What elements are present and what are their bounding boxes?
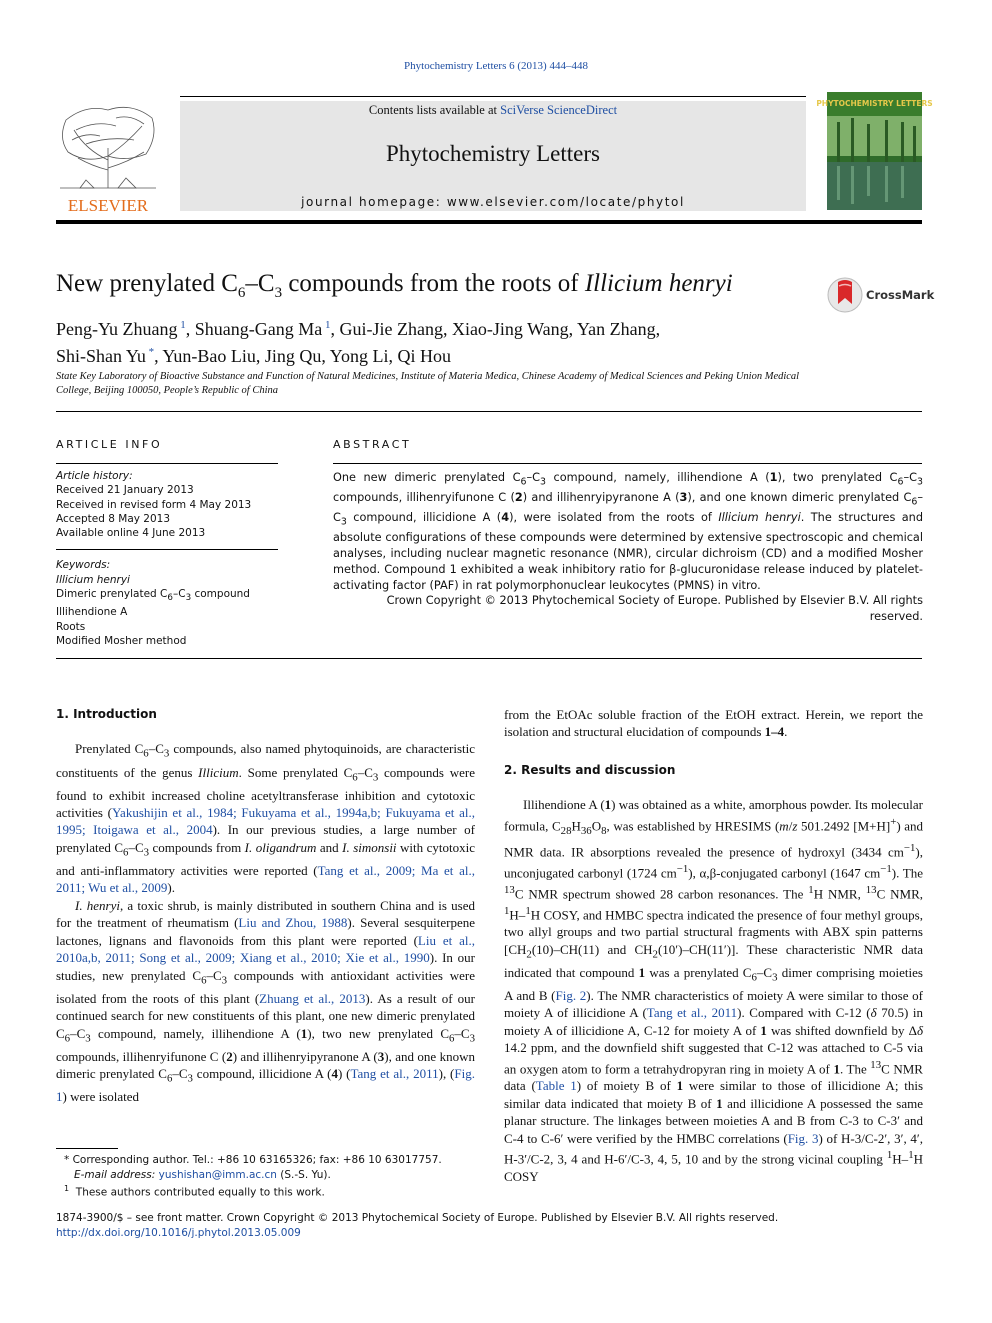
author-name: , Gui-Jie Zhang, Xiao-Jing Wang, Yan Zhang, bbox=[330, 319, 661, 339]
author-name: Peng-Yu Zhuang bbox=[56, 319, 178, 339]
article-info-body bbox=[56, 469, 278, 648]
author-line-1 bbox=[56, 314, 816, 341]
keyword-item: Illicium henryi bbox=[56, 573, 130, 586]
keyword-item: Illihendione A bbox=[56, 606, 128, 619]
crossmark-badge[interactable] bbox=[826, 276, 935, 314]
journal-title: Phytochemistry Letters bbox=[386, 141, 600, 166]
keywords-rule bbox=[56, 549, 278, 550]
crossmark-icon bbox=[826, 276, 864, 314]
contents-availability: Contents lists available at SciVerse ScienceDirect bbox=[368, 103, 618, 117]
author-email-link[interactable]: yushishan@imm.ac.cn bbox=[158, 1168, 277, 1181]
keyword-item: Roots bbox=[56, 620, 86, 633]
history-label: Article history: bbox=[56, 470, 133, 482]
results-paragraph-1: Illihendione A (1) was obtained as a white, amorphous powder. Its molecular formula, $C_{28}H_{36}O_8$, was established by HRESIMS (m/z 501.2492 [M+H]+) and NMR data. IR absorptions revealed the presence of hydroxyl (3434 $cm^{-1}$), unconjugated carbonyl (1724 $cm^{-1}$), α,β-conjugated carbonyl (1647 $cm^{-1}$). The $^{13}$C NMR spectrum showed 28 carbon resonances. The $^1$H NMR, $^{13}$C NMR, $^1$H–$^1$H COSY, and HMBC spectra indicated the presence of four methyl groups, two allyl groups and two partial structural fragments with ABX spin patterns [$CH_2(10)-CH(11)$ and $CH_2(10')-CH(11')$]. These characteristic NMR data indicated that compound 1 was a prenylated $C_6-C_3$ dimer comprising moieties A and B (Fig. 2). The NMR characteristics of moiety A were similar to those of moiety A of illicidione A (Tang et al., 2011). Compared with C-12 (δ 70.5) in moiety A of illicidione A, C-12 for moiety A of 1 was shifted downfield by Δδ 14.2 ppm, and the downfield shift suggested that C-12 was attached to C-5 via an oxygen atom to form a tetrahydropyran ring in moiety A of 1. The $^{13}$C NMR data (Table 1) of moiety B of 1 were similar to those of illicidione A; this similar data indicated that moiety B of 1 and illicidione A possessed the same planar structure. The linkages between moieties A and B from C-3 to C-3′ and C-4 to C-6′ were verified by the HMBC correlations (Fig. 3) of H-3/C-2′, 3′, 4′, H-3′/C-2, 3, 4 and H-6′/C-3, 4, 5, 10 and by the strong vicinal coupling $^1$H–$^1$H COSY bbox=[504, 797, 924, 1185]
body-column-right bbox=[504, 706, 923, 1186]
abstract-heading: ABSTRACT bbox=[333, 438, 412, 451]
footnote-rule bbox=[56, 1148, 118, 1149]
keyword-item: Dimeric prenylated $C_6-C_3$ compound bbox=[56, 588, 250, 604]
intro-paragraph-2-continued: from the EtOAc soluble fraction of the EtOH extract. Herein, we report the isolation and structural elucidation of compounds 1–4. bbox=[504, 707, 923, 740]
author-footnote-marker[interactable]: 1 bbox=[322, 319, 331, 331]
issn-copyright: 1874-3900/$ – see front matter. Crown Copyright © 2013 Phytochemical Society of Europe. Published by Elsevier B.V. All rights reserved. bbox=[56, 1212, 779, 1224]
author-line-2 bbox=[56, 341, 816, 368]
footnote-corresponding: * Corresponding author. Tel.: +86 10 63165326; fax: +86 10 63017757. bbox=[64, 1154, 442, 1166]
article-title: New prenylated $C_6-C_3$ compounds from the roots of Illicium henryi bbox=[56, 270, 733, 301]
journal-citation[interactable]: Phytochemistry Letters 6 (2013) 444–448 bbox=[404, 60, 588, 72]
abstract-body bbox=[333, 470, 923, 625]
keyword-item: Modified Mosher method bbox=[56, 635, 187, 648]
abstract-text: One new dimeric prenylated $C_6-C_3$ compound, namely, illihendione A (1), two prenylated $C_6-C_3$ compounds, illihenryifunone C (2) and illihenryipyranone A (3), and one known dimeric prenylated $C_6-C_3$ compound, illicidione A (4), were isolated from the roots of Illicium henryi. The structures and absolute configurations of these compounds were determined by extensive spectroscopic and chemical analyses, including nuclear magnetic resonance (NMR), circular dichroism (CD) and a modified Mosher method. Compound 1 exhibited a weak inhibitory ratio for β-glucuronidase release induced by platelet-activating factor (PAF) in rat polymorphonuclear leukocytes (PMNS) in vitro. bbox=[333, 471, 924, 592]
author-footnote-marker[interactable]: 1 bbox=[177, 319, 186, 331]
footnote-equal-contribution: $^1$ These authors contributed equally to this work. bbox=[64, 1184, 325, 1199]
footnote-email: E-mail address: yushishan@imm.ac.cn (S.-S. Yu). bbox=[74, 1168, 331, 1181]
abstract-rule bbox=[333, 463, 922, 464]
section-heading-results: 2. Results and discussion bbox=[504, 762, 676, 777]
abstract-copyright: Crown Copyright © 2013 Phytochemical Society of Europe. Published by Elsevier B.V. All rights reserved. bbox=[386, 594, 923, 624]
footnotes bbox=[56, 1153, 476, 1200]
intro-paragraph-2: I. henryi, a toxic shrub, is mainly distributed in southern China and is used for the treatment of rheumatism (Liu and Zhou, 1988). Several sesquiterpene lactones, lignans and flavonoids from this plant were reported (Liu et al., 2010a,b, 2011; Song et al., 2009; Xiang et al., 2010; Xie et al., 1990). In our studies, new prenylated $C_6-C_3$ compounds with antioxidant activities were isolated from the roots of this plant (Zhuang et al., 2013). As a result of our continued search for new constituents of this plant, one new dimeric prenylated $C_6-C_3$ compound, namely, illihendione A (1), two new prenylated $C_6-C_3$ compounds, illihenryifunone C (2) and illihenryipyranone A (3), and one known dimeric prenylated $C_6-C_3$ compound, illicidione A (4) (Tang et al., 2011), (Fig. 1) were isolated bbox=[56, 897, 476, 1105]
header-top-rule bbox=[180, 96, 806, 97]
section-heading-introduction: 1. Introduction bbox=[56, 707, 157, 721]
svg-text:ELSEVIER: ELSEVIER bbox=[67, 196, 149, 215]
journal-header-box bbox=[180, 101, 806, 211]
header-bottom-rule bbox=[56, 220, 922, 224]
author-name: , Shuang-Gang Ma bbox=[185, 319, 323, 339]
elsevier-tree-logo bbox=[56, 100, 160, 216]
author-name: Shi-Shan Yu bbox=[56, 346, 146, 366]
svg-text:PHYTOCHEMISTRY LETTERS: PHYTOCHEMISTRY LETTERS bbox=[816, 99, 933, 108]
author-name: , Yun-Bao Liu, Jing Qu, Yong Li, Qi Hou bbox=[154, 346, 451, 366]
intro-paragraph-1: Prenylated $C_6-C_3$ compounds, also named phytoquinoids, are characteristic constituents of the genus Illicium. Some prenylated $C_6-C_3$ compounds were found to exhibit increased choline acetyltransferase inhibition and cytotoxic activities (Yakushijin et al., 1984; Fukuyama et al., 1994a,b; Fukuyama et al., 1995; Itoigawa et al., 2004). In our previous studies, a large number of prenylated $C_6-C_3$ compounds from I. oligandrum and I. simonsii with cytotoxic and anti-inflammatory activities were reported (Tang et al., 2009; Ma et al., 2011; Wu et al., 2009). bbox=[56, 741, 476, 896]
page-footer bbox=[56, 1211, 926, 1241]
front-matter-divider bbox=[56, 658, 922, 659]
journal-cover-image bbox=[816, 92, 933, 210]
doi-link[interactable]: http://dx.doi.org/10.1016/j.phytol.2013.05.009 bbox=[56, 1227, 301, 1239]
affiliation-divider bbox=[56, 411, 922, 412]
history-revised: Received in revised form 4 May 2013 bbox=[56, 498, 252, 511]
article-info-rule bbox=[56, 463, 278, 464]
author-footnote-marker[interactable]: * bbox=[145, 346, 155, 358]
body-column-left bbox=[56, 706, 475, 1106]
history-accepted: Accepted 8 May 2013 bbox=[56, 512, 171, 525]
sciencedirect-link[interactable]: SciVerse ScienceDirect bbox=[500, 103, 618, 117]
article-info-heading: ARTICLE INFO bbox=[56, 438, 163, 451]
author-list bbox=[56, 314, 816, 368]
keywords-label: Keywords: bbox=[56, 559, 111, 572]
affiliation: State Key Laboratory of Bioactive Substance and Function of Natural Medicines, Institute of Materia Medica, Chinese Academy of Medical Sciences and Peking Union Medical College, Beijing 100050, People’s Republic of China bbox=[56, 371, 800, 396]
crossmark-label: CrossMark bbox=[866, 288, 935, 302]
history-received: Received 21 January 2013 bbox=[56, 484, 194, 497]
journal-homepage[interactable]: journal homepage: www.elsevier.com/locate/phytol bbox=[301, 195, 685, 209]
history-online: Available online 4 June 2013 bbox=[56, 527, 206, 540]
